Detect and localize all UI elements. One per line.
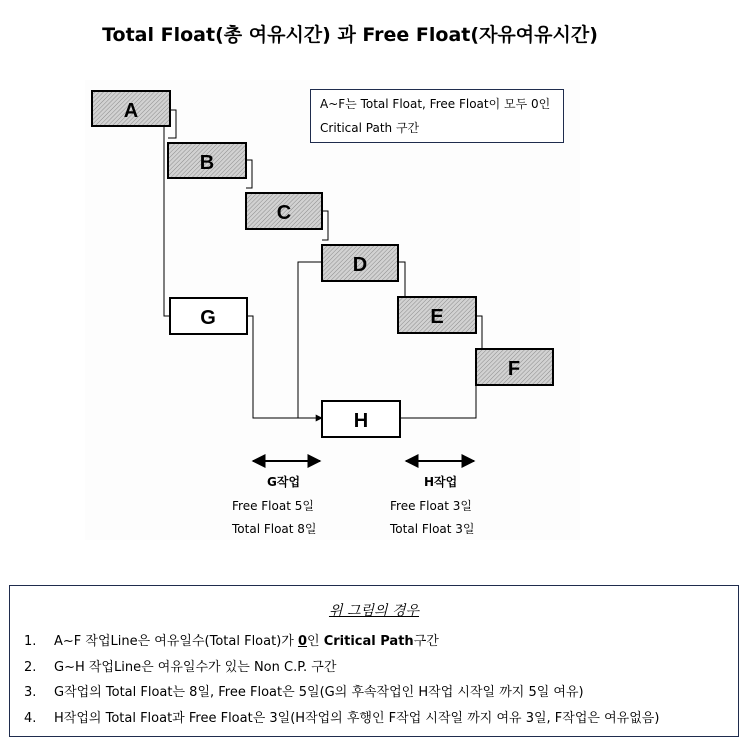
summary-zero-value: 0 [297, 634, 308, 649]
connector-g-h [247, 316, 322, 418]
summary-item-number: 4. [24, 710, 37, 726]
task-g-label: G [200, 307, 216, 329]
task-c [246, 193, 322, 229]
summary-item-number: 2. [24, 659, 37, 675]
summary-critical-path: Critical Path [323, 634, 414, 649]
task-e [398, 297, 476, 333]
note-line-2: Critical Path 구간 [320, 121, 420, 135]
summary-item-2 [24, 656, 659, 682]
h-float-title: H작업 [424, 475, 458, 489]
connector-d-e [398, 262, 405, 298]
summary-box [9, 585, 739, 737]
page-title: Total Float(총 여유시간) 과 Free Float(자유여유시간) [102, 24, 598, 46]
task-f-label: F [507, 358, 521, 380]
summary-item-4 [24, 707, 659, 733]
summary-item-text: A~F 작업Line은 여유일수(Total Float)가 [54, 634, 298, 649]
g-total-float: Total Float 8일 [232, 522, 317, 536]
task-b [168, 143, 246, 178]
summary-item-number: 3. [24, 685, 37, 701]
critical-path-note [310, 89, 564, 143]
summary-item-text: 구간 [413, 634, 439, 649]
summary-item-3 [24, 681, 659, 707]
g-float-title: G작업 [267, 475, 301, 489]
task-a [92, 91, 170, 126]
task-d [322, 245, 398, 281]
connector-d-h [298, 262, 322, 418]
summary-item-text: 인 [307, 634, 324, 649]
h-total-float: Total Float 3일 [390, 522, 475, 536]
summary-list [24, 630, 659, 732]
summary-item-text: H작업의 Total Float과 Free Float은 3일(H작업의 후행인 F작업 시작일 까지 여유 3일, F작업은 여유없음) [54, 710, 660, 726]
h-free-float: Free Float 3일 [390, 499, 472, 513]
summary-item-text: G~H 작업Line은 여유일수가 있는 Non C.P. 구간 [54, 659, 337, 675]
summary-item-number: 1. [24, 634, 37, 649]
task-d-label: D [352, 254, 368, 276]
summary-title: 위 그림의 경우 [328, 603, 420, 619]
connector-h-f [400, 380, 476, 418]
task-a-label: A [123, 100, 139, 122]
note-line-1: A~F는 Total Float, Free Float이 모두 0인 [320, 97, 551, 111]
connector-a-g [164, 110, 170, 316]
task-b-label: B [199, 152, 215, 174]
task-h-label: H [353, 410, 369, 432]
task-f [476, 349, 553, 385]
task-h [322, 401, 400, 437]
g-free-float: Free Float 5일 [232, 499, 314, 513]
summary-item-text: G작업의 Total Float는 8일, Free Float은 5일(G의 후속작업인 H작업 시작일 까지 5일 여유) [54, 685, 584, 701]
task-g [170, 298, 247, 334]
task-c-label: C [276, 202, 292, 224]
summary-item-1 [24, 630, 659, 656]
task-e-label: E [430, 306, 444, 328]
